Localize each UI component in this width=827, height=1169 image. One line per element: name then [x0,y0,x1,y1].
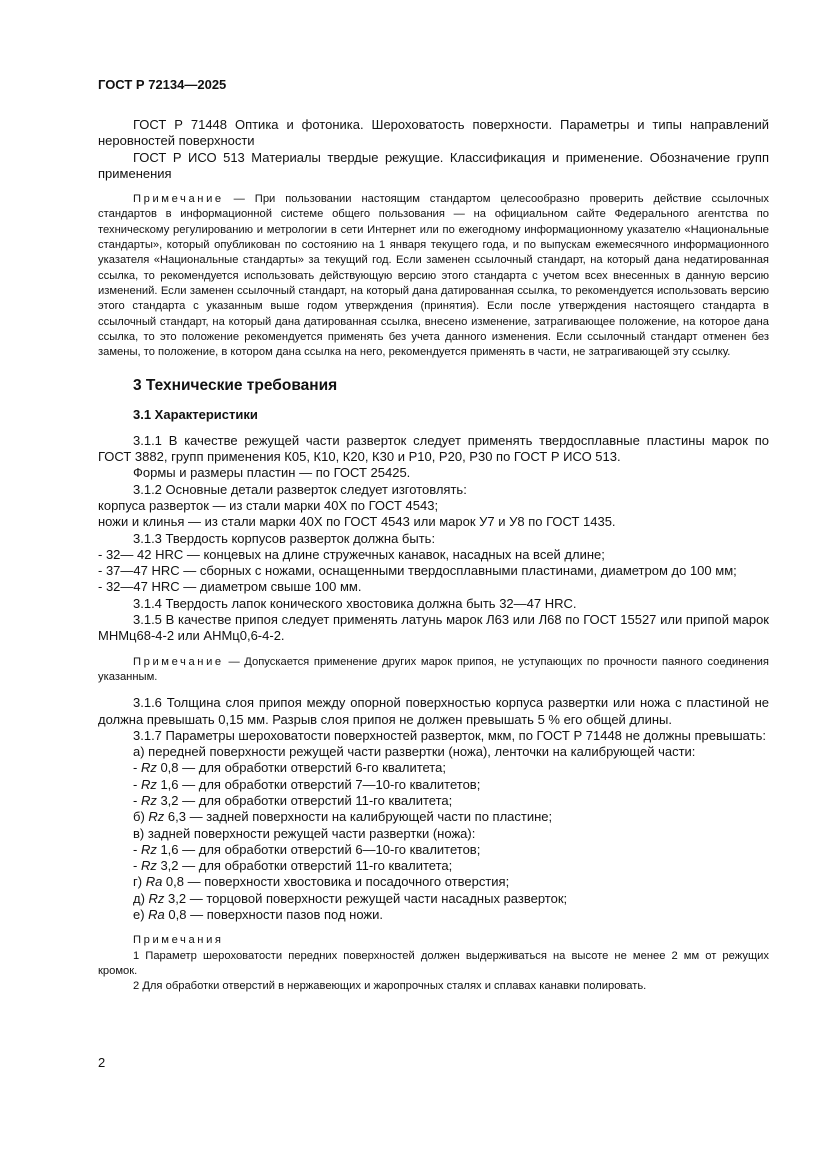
list-item: - 37—47 HRC — сборных с ножами, оснащенными твердосплавными пластинами, диаметром до 100 мм; [98,563,737,579]
reference-item: ГОСТ Р 71448 Оптика и фотоника. Шероховатость поверхности. Параметры и типы направлений неровностей поверхности [98,117,769,149]
notes-heading [98,933,769,948]
list-dash: - [133,841,141,857]
note-label: Примечание [133,193,224,206]
list-item: ножи и клинья — из стали марки 40Х по ГОСТ 4543 или марок У7 и У8 по ГОСТ 1435. [98,514,616,530]
note-block [98,192,769,360]
note-text: — Допускается применение других марок припоя, не уступающих по прочности паяного соединения указанным. [98,655,769,683]
list-dash: - [133,858,141,874]
list-marker: д) [133,890,149,906]
page-number: 2 [98,1055,106,1070]
paragraph: 3.1.4 Твердость лапок конического хвостовика должна быть 32—47 HRC. [133,595,577,611]
list-dash: - [133,760,141,776]
section-heading: 3 Технические требования [133,377,338,395]
note-item: 1 Параметр шероховатости передних поверхностей должен выдерживаться на высоте не менее 2 мм от режущих кромок. [98,949,769,977]
list-item [98,842,769,858]
list-item [98,891,769,907]
note-block [98,655,769,686]
roughness-symbol: Rz [140,792,157,808]
list-item [98,760,769,776]
roughness-symbol: Ra [145,874,163,890]
roughness-symbol: Rz [140,776,157,792]
paragraph: 3.1.3 Твердость корпусов разверток должна быть: [133,530,436,546]
subsection-heading: 3.1 Характеристики [133,407,258,423]
list-item: корпуса разверток — из стали марки 40Х по ГОСТ 4543; [98,497,439,513]
list-dash: - [133,776,141,792]
list-text: 3,2 — для обработки отверстий 11-го квалитета; [156,858,453,874]
list-item [98,907,769,923]
list-item: в) задней поверхности режущей части развертки (ножа): [133,825,476,841]
reference-item: ГОСТ Р ИСО 513 Материалы твердые режущие. Классификация и применение. Обозначение групп применения [98,149,769,181]
paragraph: 3.1.2 Основные детали разверток следует изготовлять: [133,481,467,497]
list-dash: - [133,792,141,808]
list-marker: б) [133,809,149,825]
list-text: 1,6 — для обработки отверстий 6—10-го квалитетов; [156,841,481,857]
notes-label: Примечания [133,934,224,947]
roughness-symbol: Rz [148,809,165,825]
note-label: Примечание [133,655,224,668]
list-text: 1,6 — для обработки отверстий 7—10-го квалитетов; [156,776,481,792]
list-text: 3,2 — для обработки отверстий 11-го квалитета; [156,792,453,808]
list-text: 0,8 — для обработки отверстий 6-го квалитета; [156,760,446,776]
list-item: а) передней поверхности режущей части развертки (ножа), ленточки на калибрующей части: [133,744,696,760]
paragraph: 3.1.6 Толщина слоя припоя между опорной поверхностью корпуса развертки или ножа с пластиной не должна превышать 0,15 мм. Разрыв слоя припоя не должен превышать 5 % его общей длины. [98,695,769,727]
document-header: ГОСТ Р 72134—2025 [98,77,227,92]
paragraph: Формы и размеры пластин — по ГОСТ 25425. [133,465,411,481]
page-content [98,117,769,995]
roughness-symbol: Ra [148,907,165,923]
list-text: 0,8 — поверхности пазов под ножи. [164,907,383,923]
list-marker: г) [133,874,146,890]
list-item [98,777,769,793]
note-item: 2 Для обработки отверстий в нержавеющих и жаропрочных сталях и сплавах канавки полировать. [133,980,647,993]
list-item [98,793,769,809]
roughness-symbol: Rz [148,890,165,906]
paragraph: 3.1.5 В качестве припоя следует применять латунь марок Л63 или Л68 по ГОСТ 15527 или припой марок МНМц68-4-2 или АНМц0,6-4-2. [98,612,769,644]
list-text: 3,2 — торцовой поверхности режущей части насадных разверток; [164,890,568,906]
roughness-symbol: Rz [140,841,157,857]
list-item: - 32— 42 HRC — концевых на длине стружечных канавок, насадных на всей длине; [98,546,605,562]
roughness-symbol: Rz [140,760,157,776]
list-text: 6,3 — задней поверхности на калибрующей части по пластине; [164,809,553,825]
list-item [98,874,769,890]
paragraph: 3.1.7 Параметры шероховатости поверхностей разверток, мкм, по ГОСТ Р 71448 не должны превышать: [133,727,766,743]
list-item [98,809,769,825]
list-item: - 32—47 HRC — диаметром свыше 100 мм. [98,579,362,595]
list-marker: е) [133,907,149,923]
note-text: — При пользовании настоящим стандартом целесообразно проверить действие ссылочных стандартов в информационной системе общего пользования — на официальном сайте Федерального агентства по техническому регулированию и метрологии в сети Интернет или по ежегодному информационному указателю «Национальные стандарты», который опубликован по состоянию на 1 января текущего года, и по выпускам ежемесячного информационного указателя «Национальные стандарты» за текущий год. Если заменен ссылочный стандарт, на который дана недатированная ссылка, то рекомендуется использовать действующую версию этого стандарта с учетом всех внесенных в данную версию изменений. Если заменен ссылочный стандарт, на который дана датированная ссылка, то рекомендуется использовать версию этого стандарта с указанным выше годом утверждения (принятия). Если после утверждения настоящего стандарта в ссылочный стандарт, на который дана датированная ссылка, внесено изменение, затрагивающее положение, на которое дана ссылка, то это положение рекомендуется применять без учета данного изменения. Если ссылочный стандарт отменен без замены, то положение, в котором дана ссылка на него, рекомендуется применять в части, не затрагивающей эту ссылку. [98,193,769,359]
list-item [98,858,769,874]
roughness-symbol: Rz [140,858,157,874]
list-text: 0,8 — поверхности хвостовика и посадочного отверстия; [162,874,510,890]
paragraph: 3.1.1 В качестве режущей части разверток следует применять твердосплавные пластины марок по ГОСТ 3882, групп применения К05, К10, К20, К30 и Р10, Р20, Р30 по ГОСТ Р ИСО 513. [98,432,769,465]
